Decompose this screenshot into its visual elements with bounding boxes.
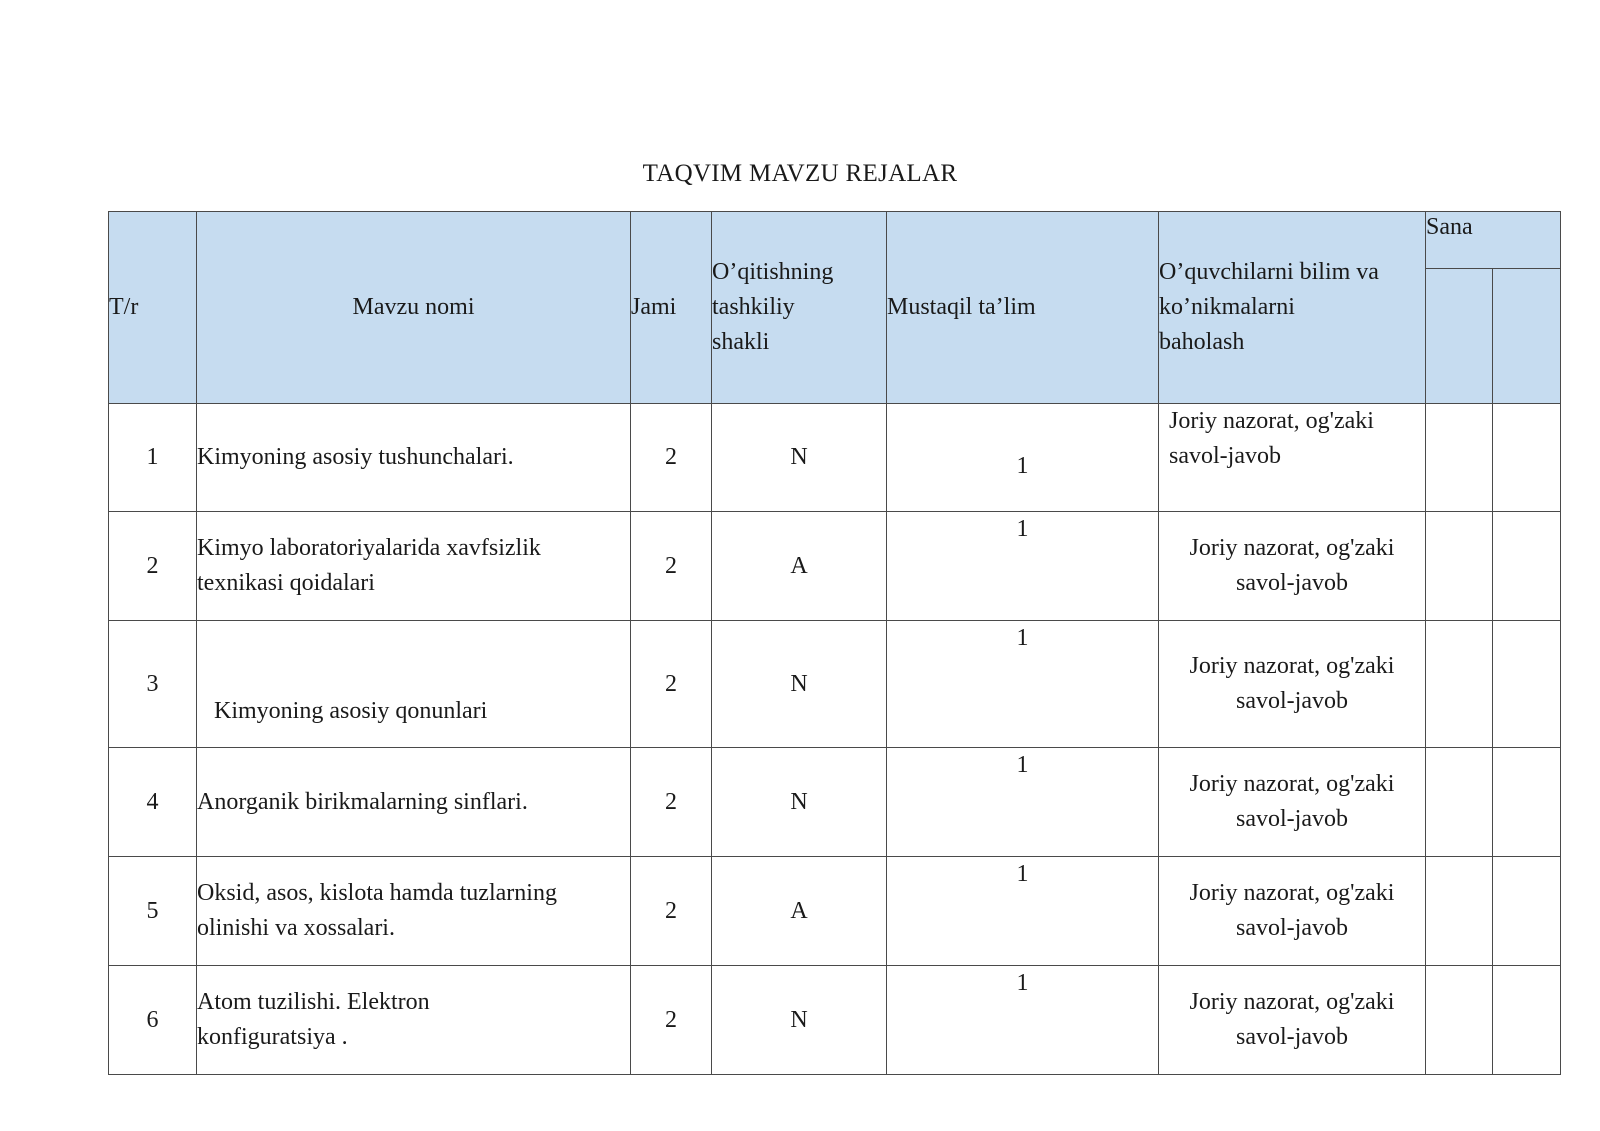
baho-line: savol-javob	[1236, 688, 1348, 714]
row-jami: 2	[631, 404, 712, 512]
row-shakl: A	[712, 857, 887, 966]
row-mustaqil: 1	[887, 404, 1159, 512]
header-line: ko’nikmalarni	[1159, 294, 1295, 320]
header-line: tashkiliy	[712, 294, 795, 320]
topic-line: Oksid, asos, kislota hamda tuzlarning	[197, 880, 557, 906]
row-baholash	[1159, 857, 1426, 966]
row-sana-1	[1426, 748, 1493, 857]
table-row	[109, 748, 1561, 857]
baho-line: savol-javob	[1236, 570, 1348, 596]
row-topic	[197, 621, 631, 748]
row-baholash	[1159, 748, 1426, 857]
header-baholash	[1159, 212, 1426, 404]
baho-line: Joriy nazorat, og'zaki	[1189, 535, 1395, 561]
row-number: 6	[109, 966, 197, 1075]
topic-line: olinishi va xossalari.	[197, 915, 395, 941]
baho-line: Joriy nazorat, og'zaki	[1189, 989, 1395, 1015]
row-sana-1	[1426, 404, 1493, 512]
table-row	[109, 512, 1561, 621]
row-jami: 2	[631, 748, 712, 857]
row-sana-1	[1426, 857, 1493, 966]
row-topic	[197, 512, 631, 621]
topic-line: Kimyoning asosiy qonunlari	[214, 698, 488, 724]
row-topic	[197, 966, 631, 1075]
row-sana-2	[1493, 966, 1561, 1075]
row-mustaqil: 1	[887, 621, 1159, 748]
row-sana-1	[1426, 621, 1493, 748]
header-line: shakli	[712, 329, 770, 355]
row-number: 3	[109, 621, 197, 748]
row-shakl: N	[712, 966, 887, 1075]
header-sana-sub-2	[1493, 269, 1561, 404]
row-number: 4	[109, 748, 197, 857]
topic-line: konfiguratsiya .	[197, 1024, 348, 1050]
baho-line: savol-javob	[1169, 443, 1281, 469]
header-tr: T/r	[109, 212, 197, 404]
header-oqitish-shakli	[712, 212, 887, 404]
baho-line: savol-javob	[1236, 915, 1348, 941]
baho-line: savol-javob	[1236, 1024, 1348, 1050]
baho-line: savol-javob	[1236, 806, 1348, 832]
row-mustaqil: 1	[887, 512, 1159, 621]
row-shakl: A	[712, 512, 887, 621]
row-baholash	[1159, 404, 1426, 512]
topic-line: Kimyo laboratoriyalarida xavfsizlik	[197, 535, 541, 561]
row-number: 2	[109, 512, 197, 621]
table-row	[109, 966, 1561, 1075]
header-mustaqil-talim: Mustaqil ta’lim	[887, 212, 1159, 404]
table-row	[109, 857, 1561, 966]
row-mustaqil: 1	[887, 966, 1159, 1075]
row-number: 1	[109, 404, 197, 512]
row-baholash	[1159, 512, 1426, 621]
row-sana-2	[1493, 621, 1561, 748]
header-mavzu-nomi: Mavzu nomi	[197, 212, 631, 404]
baho-line: Joriy nazorat, og'zaki	[1189, 880, 1395, 906]
row-shakl: N	[712, 404, 887, 512]
row-topic	[197, 748, 631, 857]
row-sana-2	[1493, 748, 1561, 857]
baho-line: Joriy nazorat, og'zaki	[1169, 408, 1374, 434]
header-line: O’qitishning	[712, 259, 834, 285]
row-sana-2	[1493, 857, 1561, 966]
row-shakl: N	[712, 621, 887, 748]
row-sana-1	[1426, 512, 1493, 621]
row-number: 5	[109, 857, 197, 966]
header-jami: Jami	[631, 212, 712, 404]
table-row	[109, 621, 1561, 748]
row-topic	[197, 404, 631, 512]
row-baholash	[1159, 621, 1426, 748]
row-shakl: N	[712, 748, 887, 857]
topic-line: texnikasi qoidalari	[197, 570, 375, 596]
row-baholash	[1159, 966, 1426, 1075]
topic-line: Kimyoning asosiy tushunchalari.	[197, 444, 514, 470]
calendar-plan-table	[108, 211, 1561, 1075]
header-sana-sub-1	[1426, 269, 1493, 404]
baho-line: Joriy nazorat, og'zaki	[1189, 771, 1395, 797]
document-title: TAQVIM MAVZU REJALAR	[642, 160, 958, 187]
header-line: O’quvchilarni bilim va	[1159, 259, 1379, 285]
row-jami: 2	[631, 857, 712, 966]
table-row	[109, 404, 1561, 512]
header-sana: Sana	[1426, 212, 1561, 269]
header-row	[109, 212, 1561, 269]
row-mustaqil: 1	[887, 748, 1159, 857]
row-sana-1	[1426, 966, 1493, 1075]
topic-line: Anorganik birikmalarning sinflari.	[197, 788, 528, 815]
row-sana-2	[1493, 512, 1561, 621]
row-topic	[197, 857, 631, 966]
topic-line: Atom tuzilishi. Elektron	[197, 989, 430, 1015]
header-line: baholash	[1159, 329, 1245, 355]
row-sana-2	[1493, 404, 1561, 512]
row-mustaqil: 1	[887, 857, 1159, 966]
baho-line: Joriy nazorat, og'zaki	[1189, 653, 1395, 679]
row-jami: 2	[631, 512, 712, 621]
row-jami: 2	[631, 621, 712, 748]
row-jami: 2	[631, 966, 712, 1075]
